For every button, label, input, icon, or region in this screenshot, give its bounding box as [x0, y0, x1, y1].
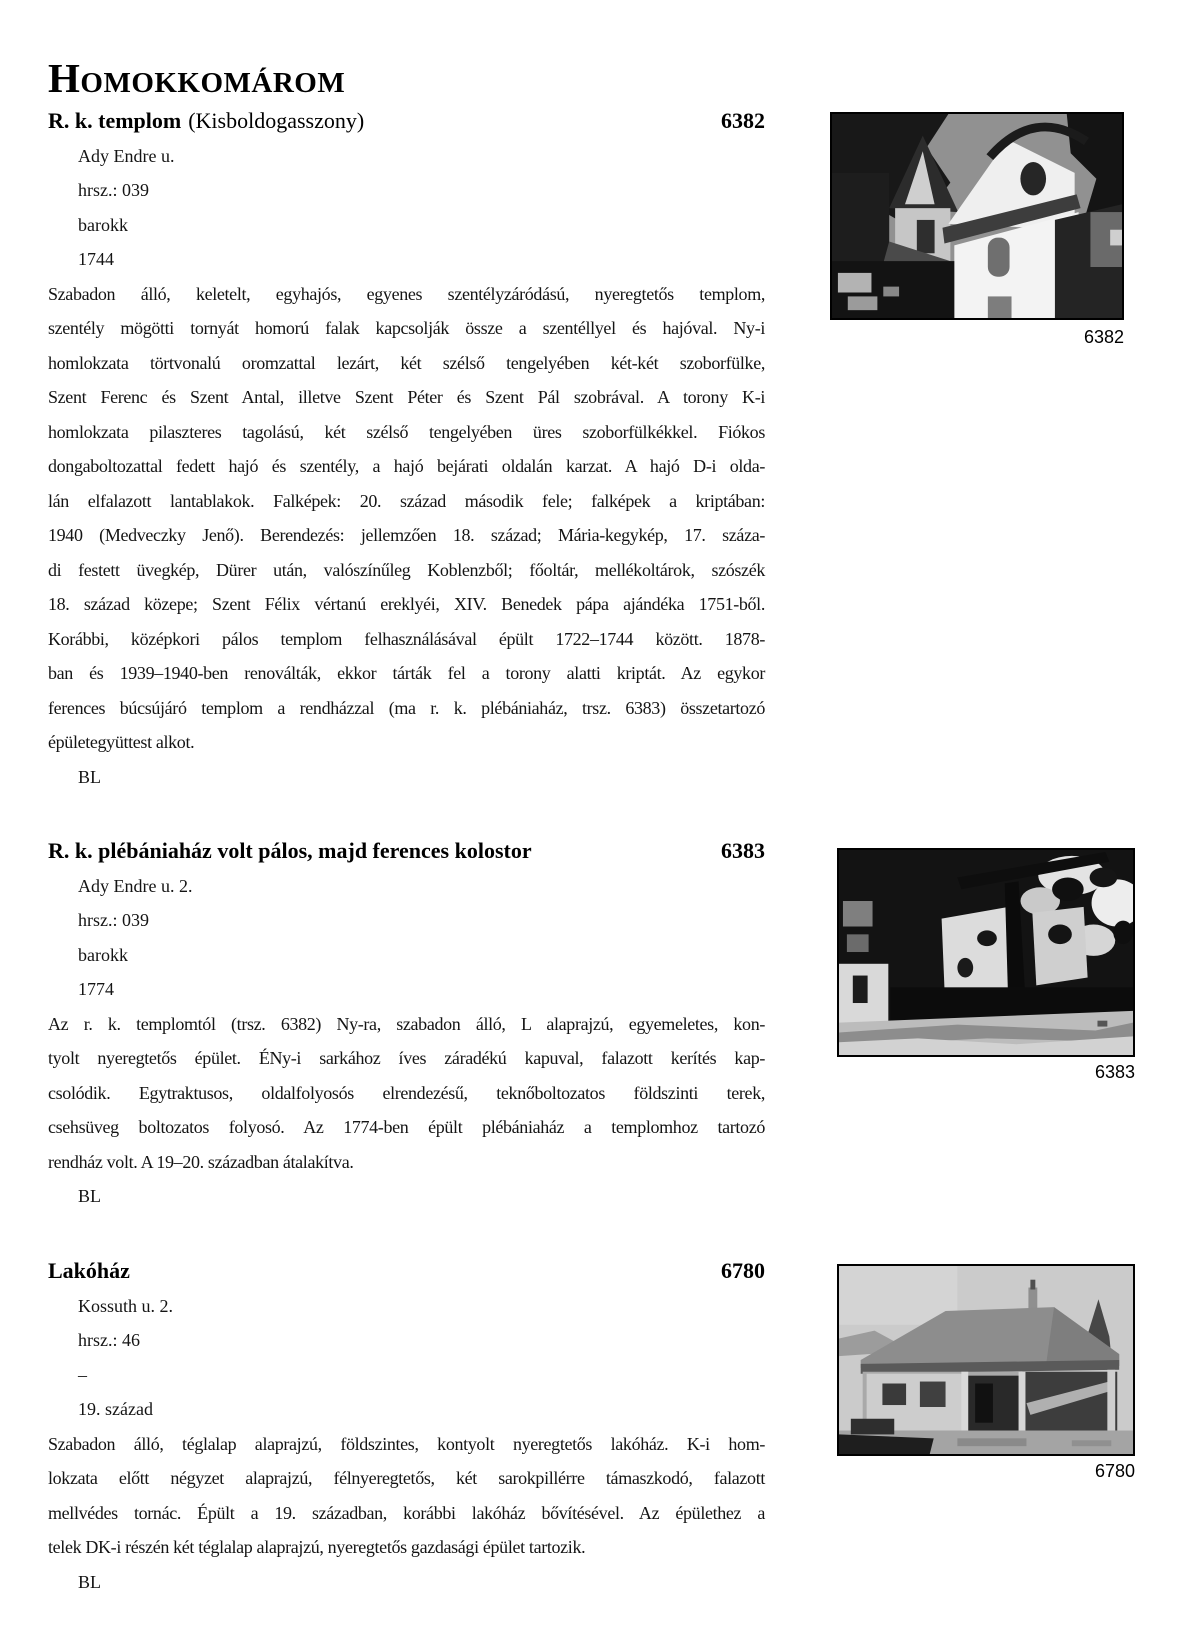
description-line: 18. század közepe; Szent Félix vértanú ereklyéi, XIV. Benedek pápa ajándéka 1751-ből.	[48, 594, 765, 614]
monument-number: 6382	[721, 108, 765, 133]
photo-caption: 6382	[1083, 327, 1124, 347]
description-line: csehsüveg boltozatos folyosó. Az 1774-ben épült plébániaház a templomhoz tartozó	[48, 1117, 765, 1137]
monument-name: R. k. plébániaház volt pálos, majd ferences kolostor	[48, 838, 532, 863]
photo-caption: 6383	[1094, 1062, 1135, 1082]
monument-entry-lakohaz	[48, 1254, 765, 1599]
description-line: di festett üvegkép, Dürer után, valószínűleg Koblenzből; főoltár, mellékoltárok, szószék	[48, 559, 765, 580]
entry-title-row	[48, 1254, 765, 1289]
author-initials: BL	[78, 1571, 102, 1592]
author-initials: BL	[78, 766, 102, 787]
description-line: Az r. k. templomtól (trsz. 6382) Ny-ra, szabadon álló, L alaprajzú, egyemeletes, kon-	[48, 1013, 765, 1034]
entry-title	[48, 104, 364, 139]
entry-description	[48, 1007, 765, 1180]
monument-entry-plebaniahaz	[48, 834, 765, 1214]
monument-photo-house	[837, 1264, 1135, 1456]
description-line: szentély mögötti tornyát homorú falak kapcsolják össze a szentéllyel és hajóval. Ny-i	[48, 318, 765, 338]
description-line: Szent Ferenc és Szent Antal, illetve Szent Péter és Szent Pál szobrával. A torony K-i	[48, 387, 765, 407]
description-line: ban és 1939–1940-ben renoválták, ekkor tárták fel a torony alatti kriptát. Az egykor	[48, 663, 765, 683]
entry-parcel-number: hrsz.: 039	[78, 180, 149, 200]
entry-style: barokk	[78, 944, 128, 965]
church-facade-photo	[832, 114, 1122, 318]
page-title: Homokkomárom	[48, 55, 346, 102]
description-line: homlokzata pilaszteres tagolású, két szélső tengelyében üres szoborfülkékkel. Fiókos	[48, 421, 765, 442]
monument-entry-templom	[48, 104, 765, 794]
description-line: tyolt nyeregtetős épület. ÉNy-i sarkához íves záradékú kapuval, falazott kerítés kap-	[48, 1048, 765, 1068]
entry-title	[48, 1254, 130, 1289]
entry-address: Ady Endre u. 2.	[78, 875, 193, 896]
description-line: csolódik. Egytraktusos, oldalfolyosós elrendezésű, teknőboltozatos földszinti terek,	[48, 1082, 765, 1103]
description-line: Szabadon álló, téglalap alaprajzú, földszintes, kontyolt nyeregtetős lakóház. K-i hom-	[48, 1433, 765, 1454]
entry-address: Kossuth u. 2.	[78, 1295, 174, 1316]
description-line: lán elfalazott lantablakok. Falképek: 20. század második fele; falképek a kriptában:	[48, 490, 765, 511]
description-line: 1940 (Medveczky Jenő). Berendezés: jellemzően 18. század; Mária-kegykép, 17. száza-	[48, 525, 765, 545]
dwelling-house-photo	[839, 1266, 1133, 1454]
entry-title-row	[48, 834, 765, 869]
description-line: lokzata előtt négyzet alaprajzú, félnyeregtetős, két sarokpillérre támaszkodó, falazott	[48, 1468, 765, 1488]
entry-date: 1774	[78, 979, 114, 999]
entry-date: 1744	[78, 249, 114, 269]
monument-photo-parsonage	[837, 848, 1135, 1057]
monument-number: 6780	[721, 1258, 765, 1283]
monument-name: Lakóház	[48, 1258, 130, 1283]
entry-description	[48, 277, 765, 760]
entry-description	[48, 1427, 765, 1565]
entry-style-dash: –	[78, 1364, 87, 1385]
monument-photo-church	[830, 112, 1124, 320]
parsonage-photo	[839, 850, 1133, 1055]
description-line: Szabadon álló, keletelt, egyhajós, egyenes szentélyzáródású, nyeregtetős templom,	[48, 283, 765, 304]
entry-style: barokk	[78, 214, 128, 235]
description-line: dongaboltozattal fedett hajó és szentély, a hajó bejárati oldalán karzat. A hajó D-i olda-	[48, 456, 765, 476]
entry-title	[48, 834, 532, 869]
description-line: épületegyüttest alkot.	[48, 732, 195, 752]
description-line: ferences búcsújáró templom a rendházzal (ma r. k. plébániaház, trsz. 6383) összetartozó	[48, 697, 765, 718]
monument-name: R. k. templom	[48, 108, 182, 133]
monument-name-suffix: (Kisboldogasszony)	[188, 108, 365, 133]
photo-caption: 6780	[1094, 1461, 1135, 1481]
description-line: rendház volt. A 19–20. században átalakítva.	[48, 1151, 354, 1172]
description-line: homlokzata törtvonalú oromzattal lezárt, két szélső tengelyében két-két szoborfülke,	[48, 352, 765, 373]
description-line: Korábbi, középkori pálos templom felhasználásával épült 1722–1744 között. 1878-	[48, 628, 765, 649]
entry-parcel-number: hrsz.: 039	[78, 910, 149, 930]
entry-title-row	[48, 104, 765, 139]
entry-address: Ady Endre u.	[78, 145, 175, 166]
description-line: telek DK-i részén két téglalap alaprajzú, nyeregtetős gazdasági épület tartozik.	[48, 1537, 586, 1557]
entry-date: 19. század	[78, 1399, 153, 1419]
author-initials: BL	[78, 1186, 102, 1206]
entry-parcel-number: hrsz.: 46	[78, 1330, 140, 1350]
monument-number: 6383	[721, 838, 765, 863]
description-line: mellvédes tornác. Épült a 19. században, korábbi lakóház bővítésével. Az épülethez a	[48, 1502, 765, 1523]
